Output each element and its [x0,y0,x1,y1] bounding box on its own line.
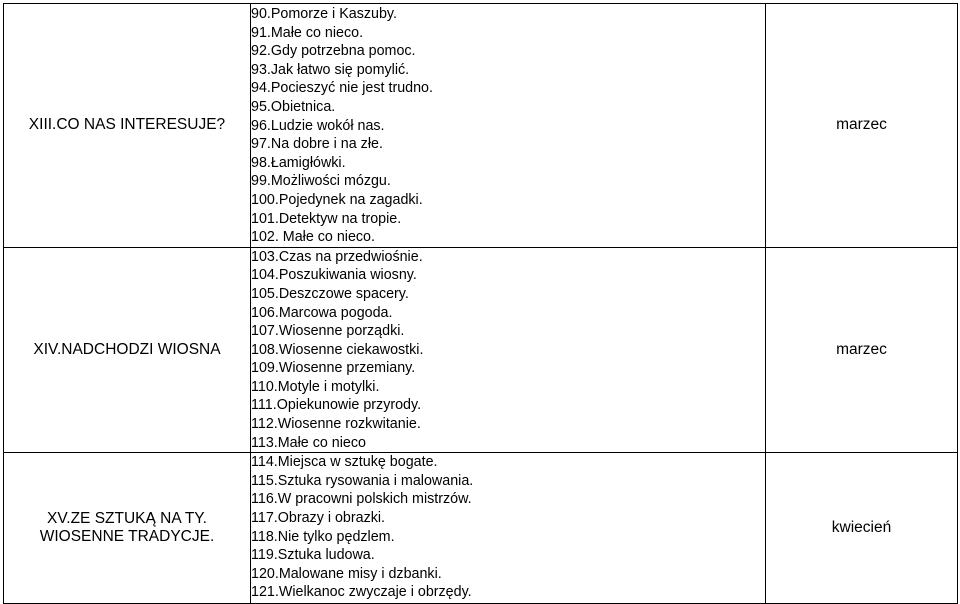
month-label: kwiecień [831,519,892,537]
list-item: 108.Wiosenne ciekawostki. [251,341,424,358]
topic-title-line-2: WIOSENNE TRADYCJE. [39,528,215,546]
list-item: 92.Gdy potrzebna pomoc. [251,43,416,60]
list-item: 113.Małe co nieco [251,434,366,451]
list-item: 104.Poszukiwania wiosny. [251,267,417,284]
topic-title: XIII.CO NAS INTERESUJE? [28,116,226,134]
list-item: 103.Czas na przedwiośnie. [251,248,423,265]
list-item: 118.Nie tylko pędzlem. [251,528,395,545]
lesson-list [251,5,765,247]
list-item: 119.Sztuka ludowa. [251,547,375,564]
list-item: 116.W pracowni polskich mistrzów. [251,491,472,508]
list-item: 99.Możliwości mózgu. [251,173,391,190]
lesson-list [251,248,765,453]
list-item: 98.Łamigłówki. [251,154,346,171]
month-cell [766,4,958,248]
month-label: marzec [836,116,887,134]
list-item: 94.Pocieszyć nie jest trudno. [251,80,433,97]
topic-title-line-1: XV.ZE SZTUKĄ NA TY. [47,510,207,528]
list-item: 120.Malowane misy i dzbanki. [251,565,442,582]
lessons-cell [251,4,766,248]
curriculum-table [3,3,958,604]
list-item: 93.Jak łatwo się pomylić. [251,61,410,78]
list-item: 105.Deszczowe spacery. [251,285,409,302]
list-item: 107.Wiosenne porządki. [251,323,405,340]
list-item: 90.Pomorze i Kaszuby. [251,6,397,22]
list-item: 101.Detektyw na tropie. [251,210,402,227]
list-item: 110.Motyle i motylki. [251,378,380,395]
list-item: 96.Ludzie wokół nas. [251,117,385,134]
lessons-cell [251,453,766,604]
topic-cell [4,453,251,604]
list-item: 97.Na dobre i na złe. [251,136,383,153]
month-cell [766,247,958,453]
list-item: 117.Obrazy i obrazki. [251,510,386,527]
list-item: 106.Marcowa pogoda. [251,304,393,321]
month-cell [766,453,958,604]
list-item: 121.Wielkanoc zwyczaje i obrzędy. [251,584,472,601]
list-item: 100.Pojedynek na zagadki. [251,191,423,208]
topic-cell [4,247,251,453]
list-item: 109.Wiosenne przemiany. [251,360,416,377]
list-item: 111.Opiekunowie przyrody. [251,397,422,414]
list-item: 95.Obietnica. [251,98,336,115]
lesson-list [251,453,765,602]
list-item: 91.Małe co nieco. [251,24,364,41]
topic-title: XIV.NADCHODZI WIOSNA [33,340,221,358]
list-item: 112.Wiosenne rozkwitanie. [251,416,421,433]
topic-cell [4,4,251,248]
lessons-cell [251,247,766,453]
list-item: 115.Sztuka rysowania i malowania. [251,472,474,489]
table-row [4,453,958,604]
list-item: 102. Małe co nieco. [251,229,375,246]
list-item: 114.Miejsca w sztukę bogate. [251,454,438,471]
table-row [4,4,958,248]
month-label: marzec [836,340,887,358]
table-row [4,247,958,453]
